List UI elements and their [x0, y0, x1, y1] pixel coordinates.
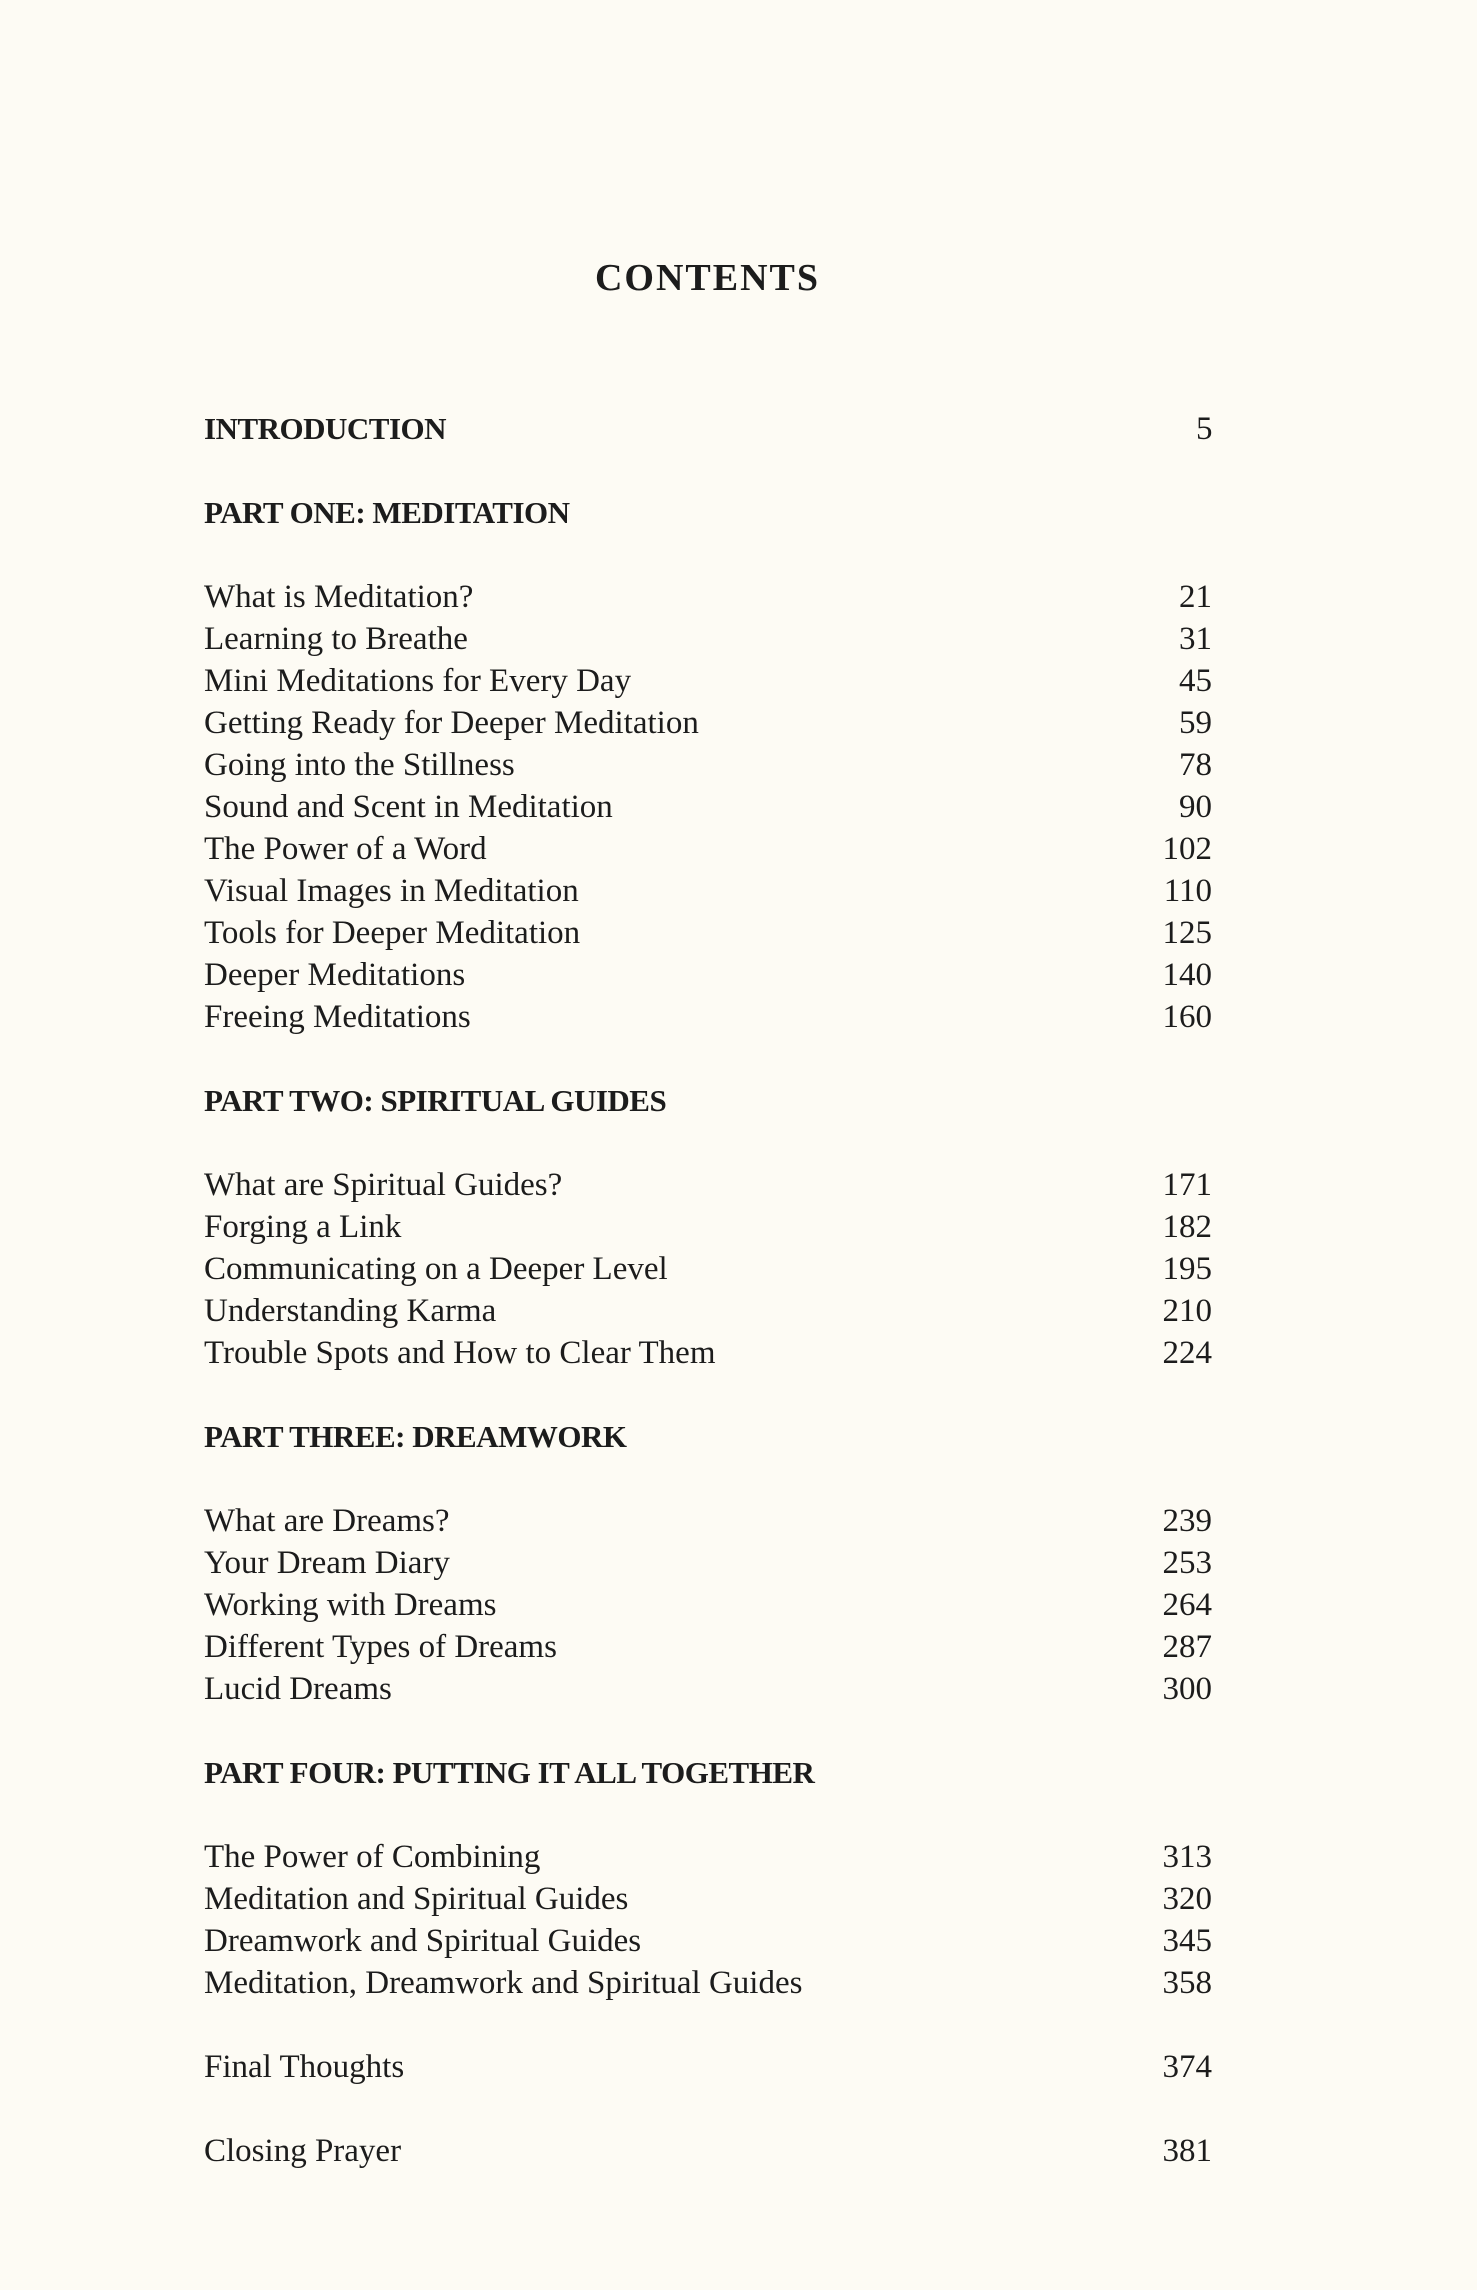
entry-page-number: 90	[1179, 789, 1212, 825]
entry-page-number: 313	[1162, 1839, 1212, 1875]
entry-page-number: 102	[1162, 831, 1212, 867]
entry-label: The Power of Combining	[204, 1839, 541, 1875]
entry-label: Different Types of Dreams	[204, 1629, 557, 1665]
entry-page-number: 374	[1162, 2049, 1212, 2085]
entry-label: Your Dream Diary	[204, 1545, 450, 1581]
toc-entry	[204, 912, 1212, 954]
entry-label: Trouble Spots and How to Clear Them	[204, 1335, 716, 1371]
page-title: CONTENTS	[594, 257, 821, 299]
entry-page-number: 110	[1163, 873, 1212, 909]
entry-label: The Power of a Word	[204, 831, 487, 867]
entry-label: Forging a Link	[204, 1209, 402, 1245]
entry-page-number: 224	[1162, 1335, 1212, 1371]
toc-entry	[204, 1920, 1212, 1962]
part-heading	[204, 1752, 1212, 1794]
entry-label: Freeing Meditations	[204, 999, 471, 1035]
entry-page-number: 195	[1162, 1251, 1212, 1287]
entry-label: Deeper Meditations	[204, 957, 466, 993]
entry-label: What are Spiritual Guides?	[204, 1167, 563, 1203]
entry-page-number: 59	[1179, 705, 1212, 741]
toc-entry	[204, 1164, 1212, 1206]
entry-page-number: 239	[1162, 1503, 1212, 1539]
toc-entry	[204, 1962, 1212, 2004]
part-heading-label: PART THREE: DREAMWORK	[204, 1419, 627, 1454]
entry-page-number: 78	[1179, 747, 1212, 783]
toc-entry	[204, 996, 1212, 1038]
entry-label: Meditation and Spiritual Guides	[204, 1881, 629, 1917]
toc-entry-introduction	[204, 408, 1212, 450]
toc-entry	[204, 576, 1212, 618]
entry-page-number: 45	[1179, 663, 1212, 699]
entry-page-number: 320	[1162, 1881, 1212, 1917]
entry-label: Going into the Stillness	[204, 747, 515, 783]
part-heading	[204, 492, 1212, 534]
entry-page-number: 381	[1162, 2133, 1212, 2169]
toc-entry	[204, 1668, 1212, 1710]
entry-page-number: 264	[1162, 1587, 1212, 1623]
entry-label: Final Thoughts	[204, 2049, 405, 2085]
entry-page-number: 21	[1179, 579, 1212, 615]
entry-label: Dreamwork and Spiritual Guides	[204, 1923, 642, 1959]
toc-entry	[204, 828, 1212, 870]
entry-page-number: 171	[1162, 1167, 1212, 1203]
toc-entry-final-thoughts	[204, 2046, 1212, 2088]
table-of-contents	[204, 408, 1212, 2172]
entry-label: INTRODUCTION	[204, 411, 447, 446]
entry-label: Sound and Scent in Meditation	[204, 789, 613, 825]
toc-entry	[204, 1878, 1212, 1920]
entry-page-number: 31	[1179, 621, 1212, 657]
entry-label: Closing Prayer	[204, 2133, 402, 2169]
toc-entry	[204, 954, 1212, 996]
entry-label: Working with Dreams	[204, 1587, 497, 1623]
toc-entry	[204, 1500, 1212, 1542]
entry-label: What are Dreams?	[204, 1503, 450, 1539]
entry-label: Tools for Deeper Meditation	[204, 915, 581, 951]
entry-label: Mini Meditations for Every Day	[204, 663, 632, 699]
toc-entry	[204, 786, 1212, 828]
part-heading-label: PART TWO: SPIRITUAL GUIDES	[204, 1083, 667, 1118]
entry-label: Understanding Karma	[204, 1293, 497, 1329]
part-heading-label: PART FOUR: PUTTING IT ALL TOGETHER	[204, 1755, 815, 1790]
toc-entry-closing-prayer	[204, 2130, 1212, 2172]
entry-label: What is Meditation?	[204, 579, 474, 615]
entry-page-number: 287	[1162, 1629, 1212, 1665]
entry-page-number: 253	[1162, 1545, 1212, 1581]
toc-entry	[204, 744, 1212, 786]
toc-entry	[204, 1206, 1212, 1248]
entry-page-number: 210	[1162, 1293, 1212, 1329]
toc-entry	[204, 1290, 1212, 1332]
part-heading-label: PART ONE: MEDITATION	[204, 495, 570, 530]
entry-label: Getting Ready for Deeper Meditation	[204, 705, 699, 741]
entry-label: Visual Images in Meditation	[204, 873, 579, 909]
entry-label: Communicating on a Deeper Level	[204, 1251, 668, 1287]
entry-page-number: 5	[1196, 411, 1212, 447]
entry-page-number: 345	[1162, 1923, 1212, 1959]
entry-page-number: 125	[1162, 915, 1212, 951]
entry-page-number: 358	[1162, 1965, 1212, 2001]
toc-entry	[204, 1626, 1212, 1668]
entry-page-number: 182	[1162, 1209, 1212, 1245]
toc-entry	[204, 1836, 1212, 1878]
entry-page-number: 160	[1162, 999, 1212, 1035]
toc-entry	[204, 660, 1212, 702]
part-heading	[204, 1080, 1212, 1122]
entry-label: Meditation, Dreamwork and Spiritual Guides	[204, 1965, 803, 2001]
toc-entry	[204, 1584, 1212, 1626]
toc-entry	[204, 702, 1212, 744]
entry-page-number: 140	[1162, 957, 1212, 993]
entry-label: Learning to Breathe	[204, 621, 468, 657]
toc-entry	[204, 1248, 1212, 1290]
toc-entry	[204, 618, 1212, 660]
toc-entry	[204, 1332, 1212, 1374]
toc-entry	[204, 1542, 1212, 1584]
entry-page-number: 300	[1162, 1671, 1212, 1707]
entry-label: Lucid Dreams	[204, 1671, 392, 1707]
toc-entry	[204, 870, 1212, 912]
part-heading	[204, 1416, 1212, 1458]
